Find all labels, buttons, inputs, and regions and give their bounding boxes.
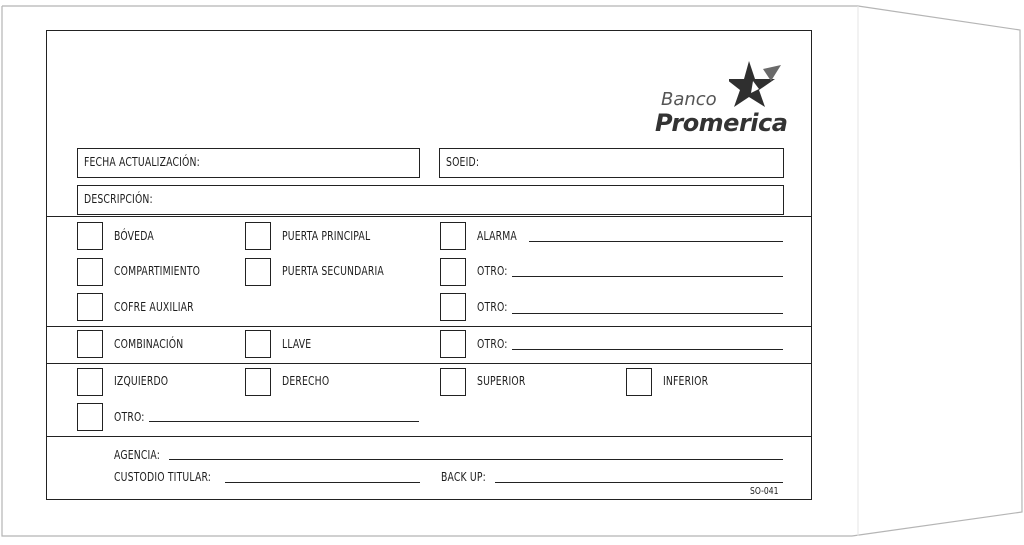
llave-label: LLAVE — [282, 337, 312, 351]
otro2-line[interactable] — [512, 313, 783, 314]
cofre-auxiliar-label: COFRE AUXILIAR — [114, 300, 194, 314]
boveda-label: BÓVEDA — [114, 229, 154, 243]
alarma-checkbox[interactable] — [440, 222, 466, 250]
alarma-label: ALARMA — [477, 229, 517, 243]
otro1-label: OTRO: — [477, 264, 508, 278]
derecho-checkbox[interactable] — [245, 368, 271, 396]
izquierdo-checkbox[interactable] — [77, 368, 103, 396]
logo-banco-text: Banco — [661, 89, 717, 110]
puerta-principal-label: PUERTA PRINCIPAL — [282, 229, 371, 243]
otro-seccion2-line[interactable] — [512, 349, 783, 350]
section-divider — [47, 326, 811, 327]
otro-seccion3-checkbox[interactable] — [77, 403, 103, 431]
otro-seccion3-label: OTRO: — [114, 410, 145, 424]
alarma-line[interactable] — [529, 241, 783, 242]
otro-seccion3-line[interactable] — [149, 421, 419, 422]
descripcion-label: DESCRIPCIÓN: — [84, 192, 153, 206]
otro2-checkbox[interactable] — [440, 293, 466, 321]
agencia-line[interactable] — [169, 459, 783, 460]
logo-brand-text: Promerica — [655, 109, 788, 137]
superior-label: SUPERIOR — [477, 374, 526, 388]
superior-checkbox[interactable] — [440, 368, 466, 396]
boveda-checkbox[interactable] — [77, 222, 103, 250]
section-divider — [47, 216, 811, 217]
izquierdo-label: IZQUIERDO — [114, 374, 169, 388]
combinacion-checkbox[interactable] — [77, 330, 103, 358]
llave-checkbox[interactable] — [245, 330, 271, 358]
descripcion-field[interactable] — [77, 185, 784, 215]
puerta-principal-checkbox[interactable] — [245, 222, 271, 250]
form-frame — [46, 30, 812, 500]
combinacion-label: COMBINACIÓN — [114, 337, 184, 351]
inferior-label: INFERIOR — [663, 374, 709, 388]
fecha-actualizacion-field[interactable] — [77, 148, 420, 178]
otro1-checkbox[interactable] — [440, 258, 466, 286]
otro2-label: OTRO: — [477, 300, 508, 314]
agencia-label: AGENCIA: — [114, 448, 161, 462]
section-divider — [47, 436, 811, 437]
custodio-titular-label: CUSTODIO TITULAR: — [114, 470, 212, 484]
derecho-label: DERECHO — [282, 374, 330, 388]
otro1-line[interactable] — [512, 276, 783, 277]
fecha-actualizacion-label: FECHA ACTUALIZACIÓN: — [84, 155, 200, 169]
compartimiento-checkbox[interactable] — [77, 258, 103, 286]
form-code: SO-041 — [750, 486, 779, 497]
otro-seccion2-checkbox[interactable] — [440, 330, 466, 358]
backup-line[interactable] — [495, 482, 783, 483]
bank-logo — [655, 59, 789, 139]
puerta-secundaria-checkbox[interactable] — [245, 258, 271, 286]
inferior-checkbox[interactable] — [626, 368, 652, 396]
custodio-titular-line[interactable] — [225, 482, 420, 483]
section-divider — [47, 363, 811, 364]
star-icon — [729, 59, 783, 109]
otro-seccion2-label: OTRO: — [477, 337, 508, 351]
soeid-field[interactable] — [439, 148, 784, 178]
puerta-secundaria-label: PUERTA SECUNDARIA — [282, 264, 384, 278]
compartimiento-label: COMPARTIMIENTO — [114, 264, 201, 278]
cofre-auxiliar-checkbox[interactable] — [77, 293, 103, 321]
soeid-label: SOEID: — [446, 155, 480, 169]
backup-label: BACK UP: — [441, 470, 486, 484]
